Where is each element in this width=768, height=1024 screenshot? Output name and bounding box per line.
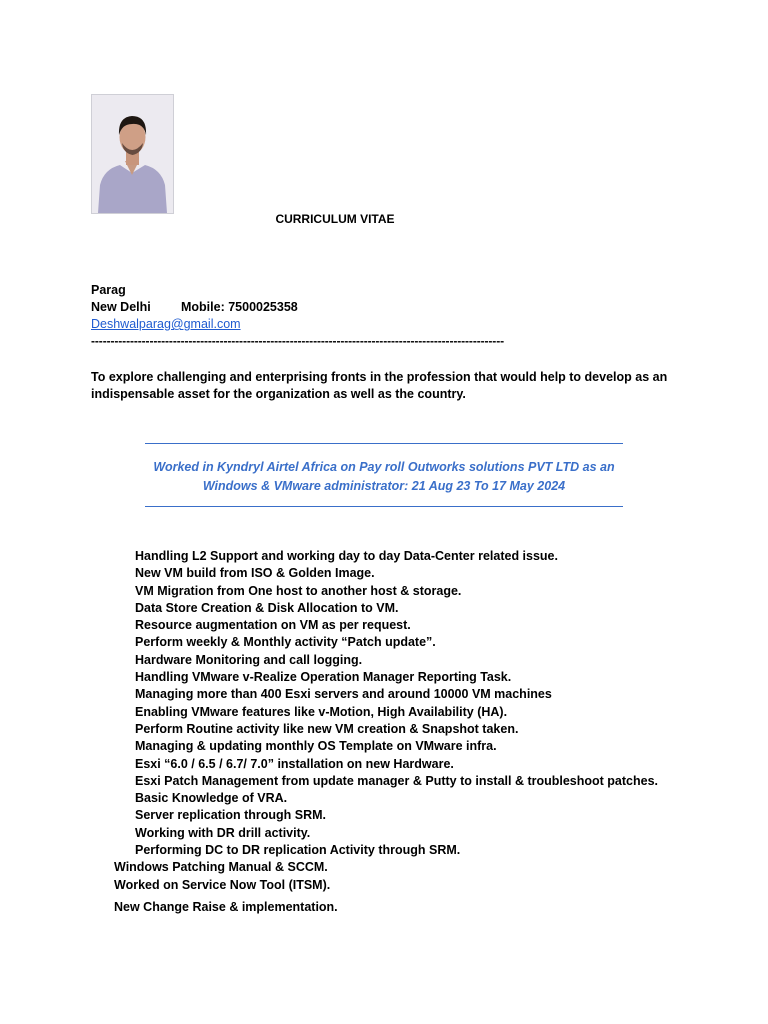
list-item-text: VM Migration from One host to another host & storage. — [135, 583, 462, 598]
career-objective: To explore challenging and enterprising fronts in the profession that would help to develop as an indispensable asset for the organization as well as the country. — [91, 370, 668, 401]
list-item-text: Enabling VMware features like v-Motion, High Availability (HA). — [135, 704, 508, 719]
list-item-text: Server replication through SRM. — [135, 808, 327, 823]
person-portrait — [92, 95, 173, 213]
list-item-text: Esxi Patch Management from update manager & Putty to install & troubleshoot patches. — [135, 773, 659, 788]
list-item-text: Hardware Monitoring and call logging. — [135, 652, 363, 667]
list-item-text: Managing & updating monthly OS Template on VMware infra. — [135, 739, 497, 754]
list-item — [114, 583, 734, 600]
list-item-text: Data Store Creation & Disk Allocation to VM. — [135, 600, 399, 615]
document-title: CURRICULUM VITAE — [275, 212, 395, 226]
list-item — [114, 704, 734, 721]
list-item-text: Esxi “6.0 / 6.5 / 6.7/ 7.0” installation on new Hardware. — [135, 756, 454, 771]
list-item-text: Basic Knowledge of VRA. — [135, 791, 288, 806]
experience-line-1: Worked in Kyndryl Airtel Africa on Pay roll Outworks solutions PVT LTD as an — [153, 460, 615, 474]
list-item — [114, 669, 734, 686]
mobile-number: Mobile: 7500025358 — [181, 300, 298, 314]
experience-heading — [140, 458, 628, 496]
list-item — [114, 600, 734, 617]
list-item-text: New Change Raise & implementation. — [114, 899, 338, 914]
email-link[interactable]: Deshwalparag@gmail.com — [91, 317, 241, 331]
dashed-divider: ---------------------------------------------------------------------------------------------------------- — [91, 334, 504, 348]
section-rule-bottom — [145, 506, 623, 507]
section-rule-top — [145, 443, 623, 444]
list-item — [114, 617, 734, 634]
list-item — [114, 773, 734, 790]
list-item — [114, 756, 734, 773]
list-item-text: Handling VMware v-Realize Operation Manager Reporting Task. — [135, 670, 512, 685]
list-item — [114, 859, 734, 876]
list-item — [114, 738, 734, 755]
list-item-text: Handling L2 Support and working day to day Data-Center related issue. — [135, 549, 558, 563]
list-item — [114, 634, 734, 651]
list-item — [114, 721, 734, 738]
list-item — [114, 807, 734, 824]
list-item — [114, 652, 734, 669]
list-item — [114, 877, 734, 894]
contact-block — [91, 282, 551, 350]
list-item-text: Perform weekly & Monthly activity “Patch update”. — [135, 635, 436, 650]
list-item-text: Working with DR drill activity. — [135, 825, 311, 840]
list-item — [114, 842, 734, 859]
list-item-text: New VM build from ISO & Golden Image. — [135, 566, 375, 581]
candidate-name: Parag — [91, 283, 126, 297]
list-item-text: Windows Patching Manual & SCCM. — [114, 860, 328, 875]
list-item — [114, 686, 734, 703]
list-item — [114, 825, 734, 842]
list-item — [114, 548, 734, 565]
list-item — [114, 565, 734, 582]
list-item-text: Perform Routine activity like new VM creation & Snapshot taken. — [135, 721, 519, 736]
list-item-text: Managing more than 400 Esxi servers and around 10000 VM machines — [135, 687, 552, 702]
list-item-text: Worked on Service Now Tool (ITSM). — [114, 877, 331, 892]
location: New Delhi — [91, 300, 151, 314]
list-item — [114, 790, 734, 807]
profile-photo — [91, 94, 174, 214]
location-mobile-row — [91, 299, 551, 316]
list-item-text: Performing DC to DR replication Activity through SRM. — [135, 843, 461, 858]
list-item — [114, 899, 734, 916]
responsibilities-list — [114, 548, 734, 916]
list-item-text: Resource augmentation on VM as per request. — [135, 618, 411, 633]
experience-line-2: Windows & VMware administrator: 21 Aug 23 To 17 May 2024 — [202, 479, 566, 493]
